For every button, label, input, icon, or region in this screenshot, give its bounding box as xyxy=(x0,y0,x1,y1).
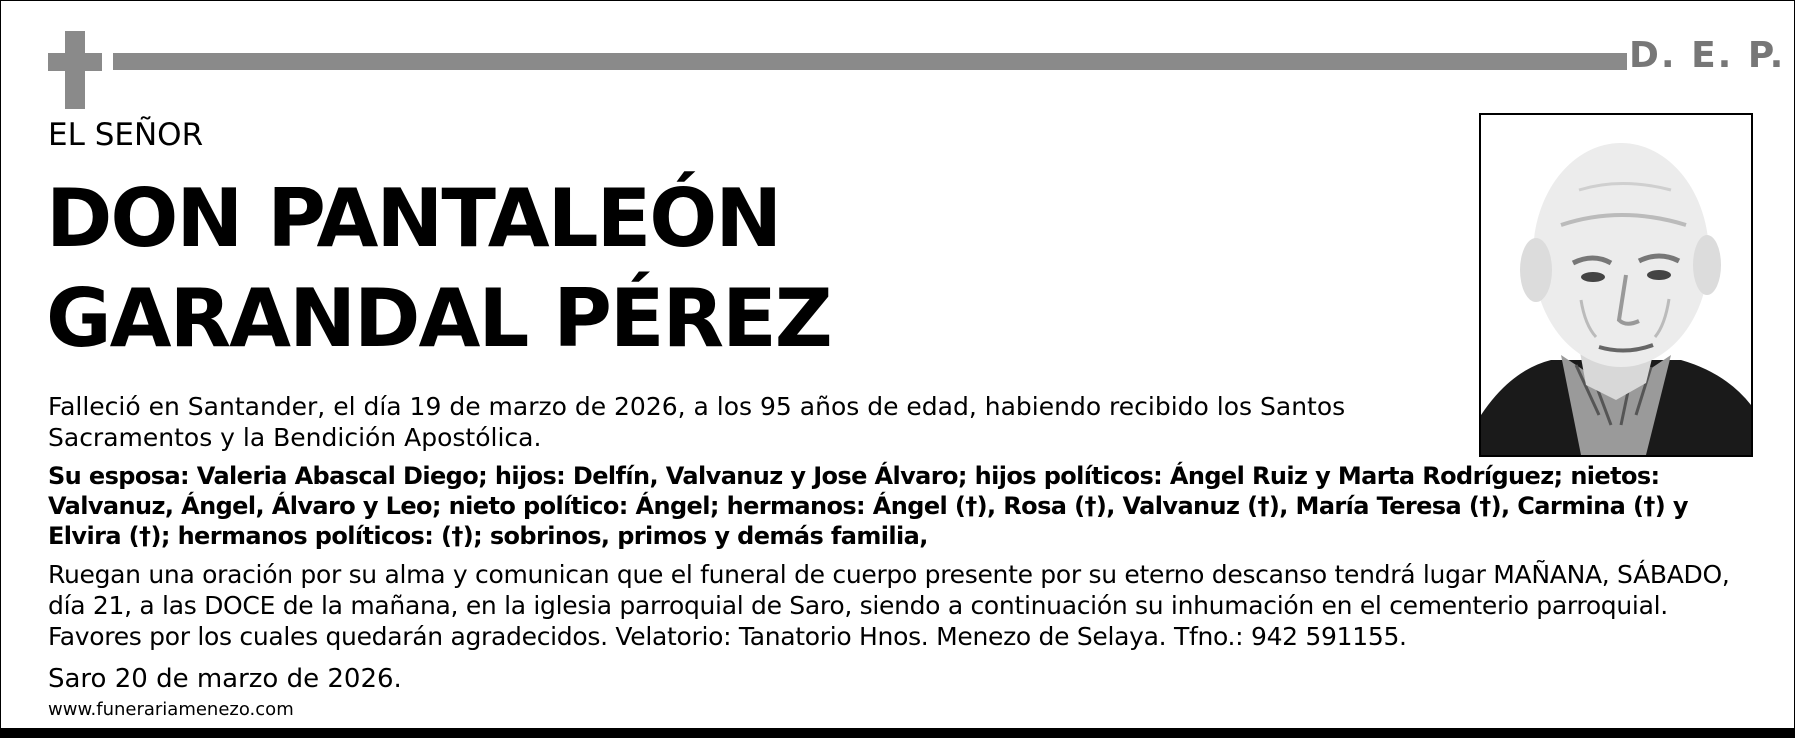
family-list: Su esposa: Valeria Abascal Diego; hijos: Delfín, Valvanuz y Jose Álvaro; hijos políticos: Ángel Ruiz y Marta Rodríguez; nietos: Valvanuz, Ángel, Álvaro y Leo; nieto político: Ángel; hermanos: Ángel (†), Rosa (†), Valvanuz (†), María Teresa (†), Carmina (†) y Elvira (†); hermanos políticos: (†); sobrinos, primos y demás familia, xyxy=(48,462,1688,550)
title-prefix: EL SEÑOR xyxy=(48,117,204,153)
portrait-image xyxy=(1481,115,1751,455)
name-line-1: DON PANTALEÓN xyxy=(46,172,781,265)
website-link[interactable]: www.funerariamenezo.com xyxy=(48,699,294,720)
header-rule xyxy=(113,53,1627,70)
deceased-name xyxy=(46,169,831,369)
place-date: Saro 20 de marzo de 2026. xyxy=(48,664,402,694)
bottom-rule xyxy=(0,728,1795,738)
cross-icon-crossbar xyxy=(48,53,102,71)
funeral-info: Ruegan una oración por su alma y comunican que el funeral de cuerpo presente por su eterno descanso tendrá lugar MAÑANA, SÁBADO, día 21, a las DOCE de la mañana, en la iglesia parroquial de Saro, siendo a continuación su inhumación en el cementerio parroquial. Favores por los cuales quedarán agradecidos. Velatorio: Tanatorio Hnos. Menezo de Selaya. Tfno.: 942 591155. xyxy=(48,560,1730,651)
dep-label: D. E. P. xyxy=(1629,35,1786,76)
deceased-photo xyxy=(1479,113,1753,457)
death-notice: Falleció en Santander, el día 19 de marzo de 2026, a los 95 años de edad, habiendo recibido los Santos Sacramentos y la Bendición Apostólica. xyxy=(48,392,1346,452)
name-line-2: GARANDAL PÉREZ xyxy=(46,272,831,365)
